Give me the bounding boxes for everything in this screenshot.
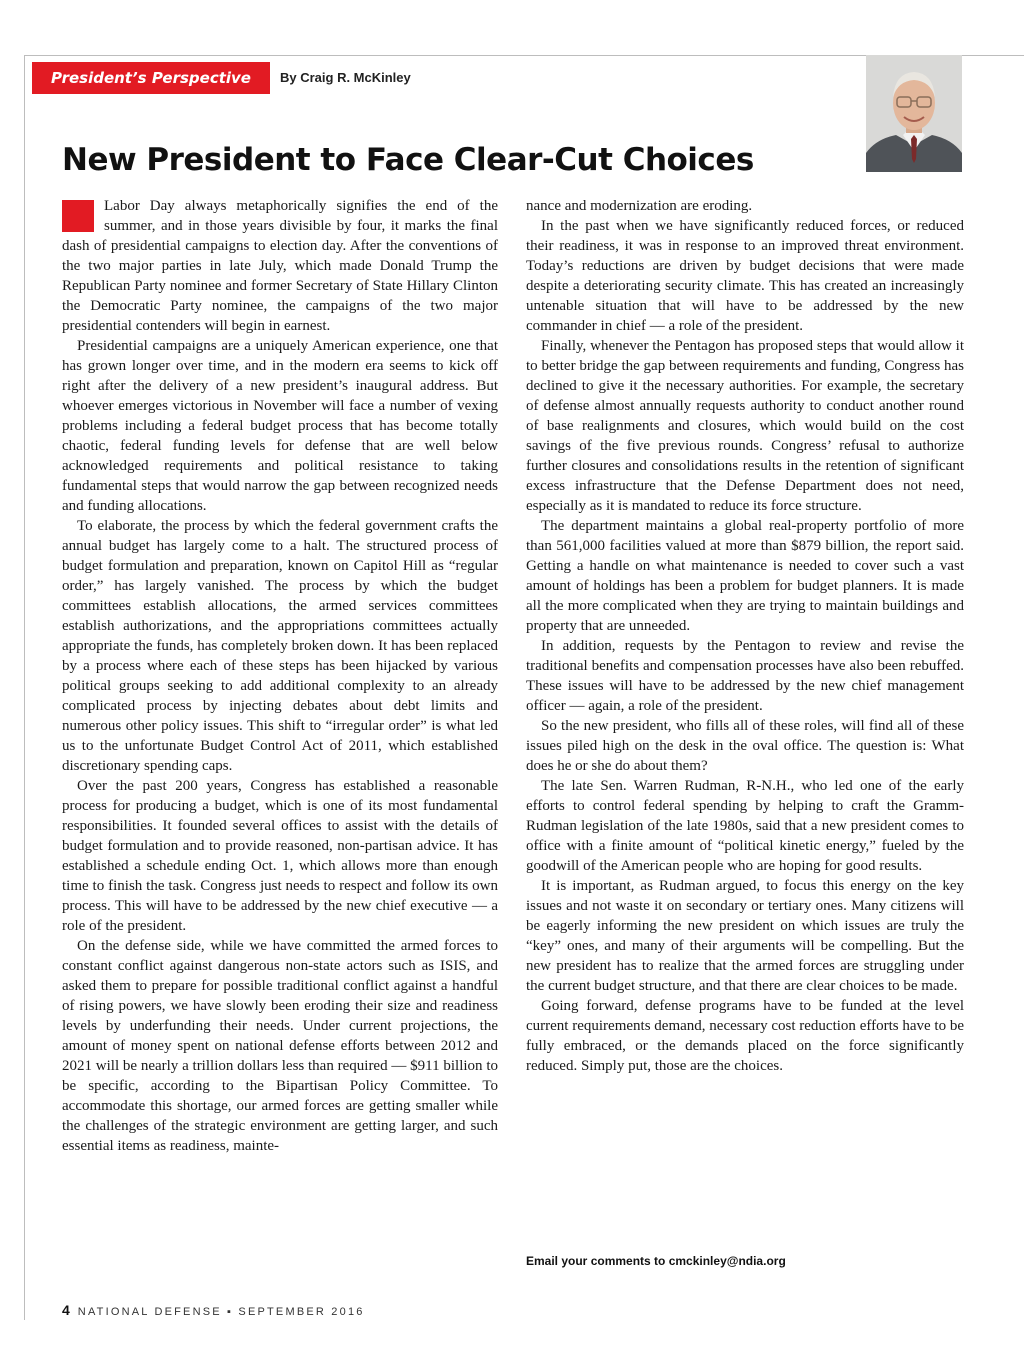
article-paragraph: So the new president, who fills all of these roles, will find all of these issues piled high on the desk in the oval office. The question is: What does he or she do about them? [526, 718, 964, 774]
article-paragraph: To elaborate, the process by which the federal government crafts the annual budget has largely come to a halt. The structured process of budget formulation and preparation, known on Capitol Hill as “regular order,” has largely vanished. The process by which the budget committees establish allocations, the armed services committees establish authorizations, and the appropriations committees actually appropriate the funds, has completely broken down. It has been replaced by a process where each of these steps has been hijacked by various political groups seeking to add additional complexity to an already complicated process by injecting debates about debt limits and numerous other policy issues. This shift to “irregular order” is what led us to the unfortunate Budget Control Act of 2011, which established discretionary spending caps. [62, 518, 498, 774]
article-paragraph: Over the past 200 years, Congress has established a reasonable process for producing a budget, which is one of its most fundamental responsibilities. It founded several offices to assist with the details of budget formulation and to provide reasoned, non-partisan advice. It has established a schedule ending Oct. 1, which allows more than enough time to finish the task. Congress just needs to respect and follow its own process. This will have to be addressed by the new chief executive — a role of the president. [62, 778, 498, 934]
page-footer [62, 1302, 365, 1318]
article-paragraph: Presidential campaigns are a uniquely American experience, one that has grown longer over time, and in the modern era seems to kick off right after the delivery of a new president’s inaugural address. But whoever emerges victorious in November will face a number of vexing problems including a federal budget process that has become totally chaotic, federal funding levels for defense that are well below acknowledged requirements and political resistance to taking fundamental steps that would narrow the gap between recognized needs and funding allocations. [62, 338, 498, 514]
email-comments-note: Email your comments to cmckinley@ndia.org [526, 1254, 786, 1268]
article-column-left [62, 196, 498, 1156]
article-paragraph [62, 196, 498, 336]
page-number: 4 [62, 1302, 70, 1318]
red-square-dropcap [62, 200, 94, 232]
article-paragraph: The department maintains a global real-property portfolio of more than 561,000 facilities valued at more than $879 billion, the report said. Getting a handle on what maintenance is needed to cover such a vast amount of holdings has been a problem for budget planners. It is made all the more complicated when they are trying to maintain buildings and property that are unneeded. [526, 518, 964, 634]
article-paragraph: Going forward, defense programs have to be funded at the level current requirements demand, necessary cost reduction efforts have to be fully embraced, or the demands placed on the force significantly reduced. Simply put, those are the choices. [526, 998, 964, 1074]
publication-line: NATIONAL DEFENSE ▪ SEPTEMBER 2016 [77, 1306, 365, 1318]
article-paragraph: In addition, requests by the Pentagon to review and revise the traditional benefits and compensation processes have also been rebuffed. These issues will have to be addressed by the new chief management officer — again, a role of the president. [526, 638, 964, 714]
author-portrait [866, 55, 962, 172]
article-column-right [526, 196, 964, 1076]
article-title: New President to Face Clear-Cut Choices [62, 142, 754, 178]
article-paragraph: In the past when we have significantly reduced forces, or reduced their readiness, it was in response to an improved threat environment. Today’s reductions are driven by budget decisions that were made despite a deteriorating security climate. This has created an increasingly untenable situation that will have to be addressed by the new commander in chief — a role of the president. [526, 218, 964, 334]
portrait-image [866, 55, 962, 172]
byline: By Craig R. McKinley [280, 70, 411, 85]
section-tag: President’s Perspective [32, 62, 270, 94]
article-paragraph: On the defense side, while we have committed the armed forces to constant conflict against dangerous non-state actors such as ISIS, and asked them to prepare for possible traditional conflict against a handful of rising powers, we have slowly been eroding their size and readiness levels by underfunding their needs. Under current projections, the amount of money spent on national defense efforts between 2012 and 2021 will be nearly a trillion dollars less than required — $911 billion to be specific, according to the Bipartisan Policy Committee. To accommodate this shortage, our armed forces are getting smaller while the challenges of the strategic environment are getting larger, and such essential items as readiness, mainte- [62, 938, 498, 1154]
article-paragraph: It is important, as Rudman argued, to focus this energy on the key issues and not waste it on secondary or tertiary ones. Many citizens will be eagerly informing the new president on which issues are truly the “key” ones, and many of their arguments will be compelling. But the new president has to realize that the armed forces are struggling under the current budget structure, and that there are clear choices to be made. [526, 878, 964, 994]
paragraph-text: Labor Day always metaphorically signifies the end of the summer, and in those years divisible by four, it marks the final dash of presidential campaigns to election day. After the conventions of the two major parties in late July, which made Donald Trump the Republican Party nominee and former Secretary of State Hillary Clinton the Democratic Party nominee, the campaigns of the two major presidential contenders will begin in earnest. [62, 198, 498, 334]
frame-left-rule [24, 55, 25, 1320]
article-paragraph: The late Sen. Warren Rudman, R-N.H., who led one of the early efforts to control federal spending by helping to craft the Gramm-Rudman legislation of the late 1980s, said that a new president comes to office with a finite amount of “political kinetic energy,” fueled by the goodwill of the American people who are hoping for good results. [526, 778, 964, 874]
article-paragraph: Finally, whenever the Pentagon has proposed steps that would allow it to better bridge the gap between requirements and funding, Congress has declined to give it the necessary authorities. For example, the secretary of defense almost annually requests authority to conduct another round of base realignments and closures, which would build on the cost savings of the five previous rounds. Congress’ refusal to authorize further closures and consolidations results in the retention of significant excess infrastructure that the Defense Department does not need, especially as it is mandated to reduce its force structure. [526, 338, 964, 514]
article-paragraph: nance and modernization are eroding. [526, 198, 753, 214]
